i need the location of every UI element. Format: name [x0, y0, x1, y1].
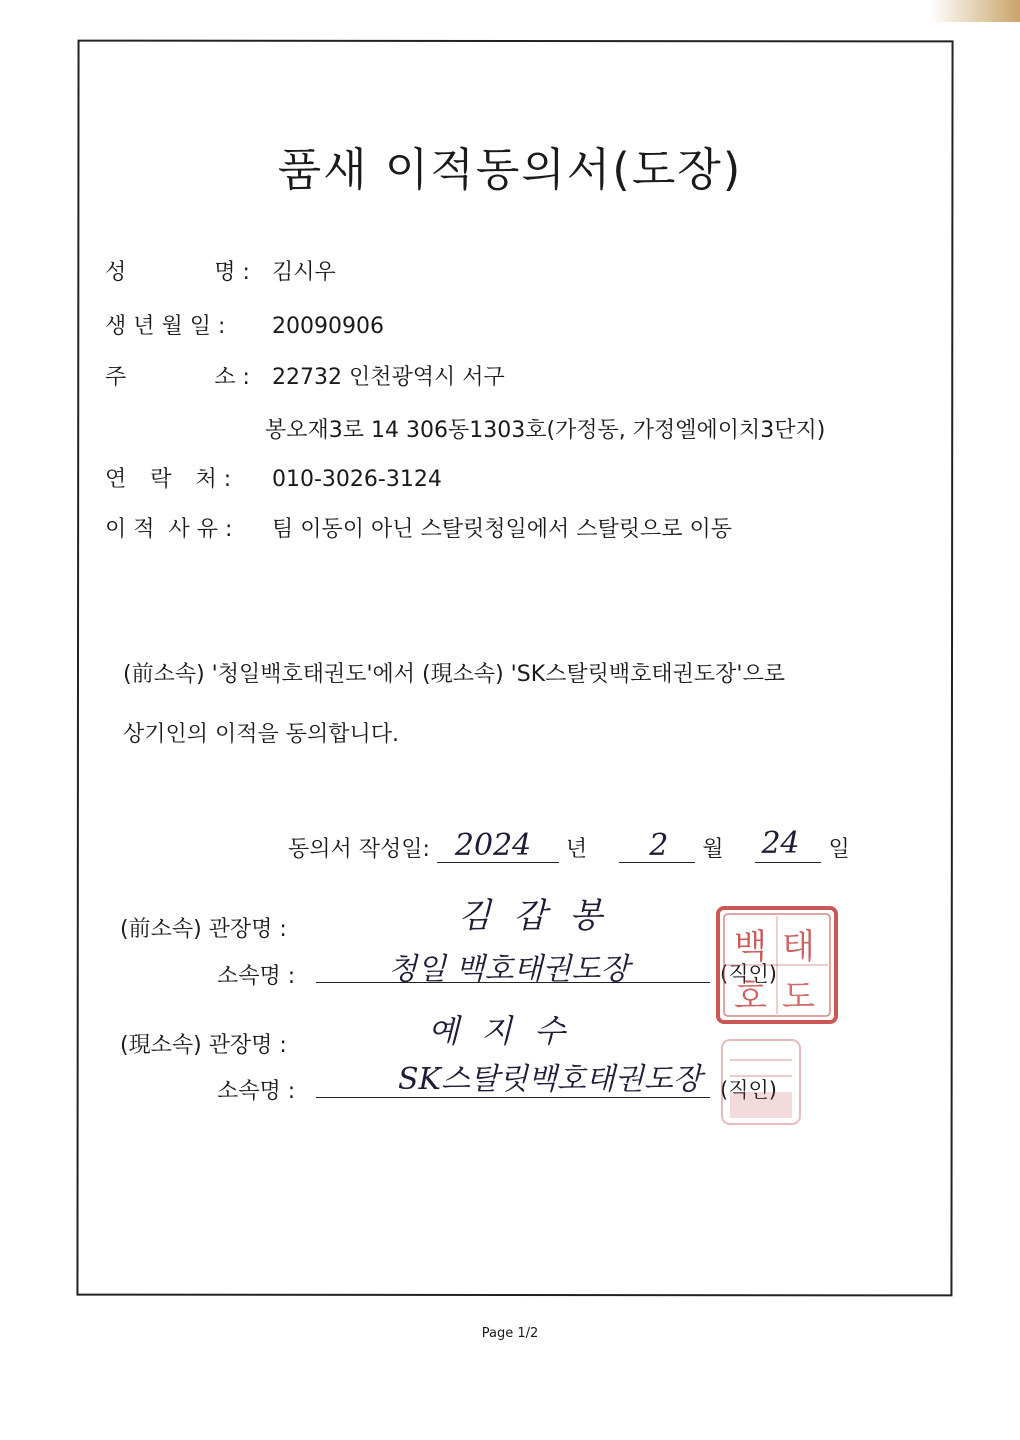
prev-owner-signature: 김 갑 봉	[458, 896, 609, 936]
cur-seal-label: (직인)	[720, 1078, 777, 1102]
birth-value: 20090906	[272, 314, 384, 339]
svg-text:도: 도	[782, 977, 815, 1017]
contact-label: 연 락 처 :	[105, 467, 232, 492]
month-unit: 월	[702, 837, 724, 862]
month-handwritten: 2	[649, 828, 669, 863]
statement-line2: 상기인의 이적을 동의합니다.	[123, 722, 400, 747]
date-row	[288, 826, 850, 863]
year-unit: 년	[565, 837, 588, 862]
svg-text:백: 백	[734, 927, 767, 967]
address-row	[105, 360, 505, 391]
year-field	[437, 828, 559, 863]
statement-line1: (前소속) '청일백호태권도'에서 (現소속) 'SK스탈릿백호태권도장'으로	[123, 662, 785, 687]
prev-affiliation-label: 소속명 :	[217, 964, 296, 989]
document-title: 품새 이적동의서(도장)	[277, 143, 743, 196]
cur-affiliation-signature: SK스탈릿백호태권도장	[398, 1062, 702, 1097]
prev-owner-label: (前소속) 관장명 :	[120, 917, 287, 942]
day-field	[755, 826, 821, 863]
name-row	[105, 255, 336, 286]
prev-affiliation-signature: 청일 백호태권도장	[388, 952, 630, 987]
name-label: 성 명 :	[105, 260, 250, 285]
name-value: 김시우	[272, 260, 336, 285]
date-label: 동의서 작성일:	[288, 837, 430, 862]
reason-value: 팀 이동이 아닌 스탈릿청일에서 스탈릿으로 이동	[272, 517, 733, 542]
day-unit: 일	[828, 837, 850, 862]
birth-label: 생 년 월 일 :	[105, 314, 226, 339]
day-handwritten: 24	[761, 826, 800, 861]
month-field	[619, 828, 695, 863]
page-footer: Page 1/2	[481, 1326, 539, 1341]
contact-row	[105, 462, 442, 493]
address-line1: 22732 인천광역시 서구	[272, 365, 505, 390]
cur-owner-label: (現소속) 관장명 :	[120, 1033, 287, 1058]
cur-affiliation-label: 소속명 :	[217, 1079, 296, 1104]
year-handwritten: 2024	[454, 828, 532, 863]
contact-value: 010-3026-3124	[272, 467, 442, 492]
prev-seal-label: (직인)	[720, 962, 777, 986]
reason-label: 이 적 사 유 :	[105, 517, 233, 542]
cur-owner-signature: 예 지 수	[428, 1012, 572, 1050]
address-label: 주 소 :	[105, 365, 250, 390]
reason-row	[105, 512, 732, 543]
prev-seal-stamp	[714, 904, 840, 1026]
paper-edge	[930, 0, 1020, 22]
svg-text:호: 호	[734, 977, 767, 1017]
birth-row	[105, 309, 384, 340]
address-line2: 봉오재3로 14 306동1303호(가정동, 가정엘에이치3단지)	[265, 418, 826, 443]
cur-seal-stamp	[716, 1030, 806, 1130]
svg-text:태: 태	[782, 927, 815, 967]
